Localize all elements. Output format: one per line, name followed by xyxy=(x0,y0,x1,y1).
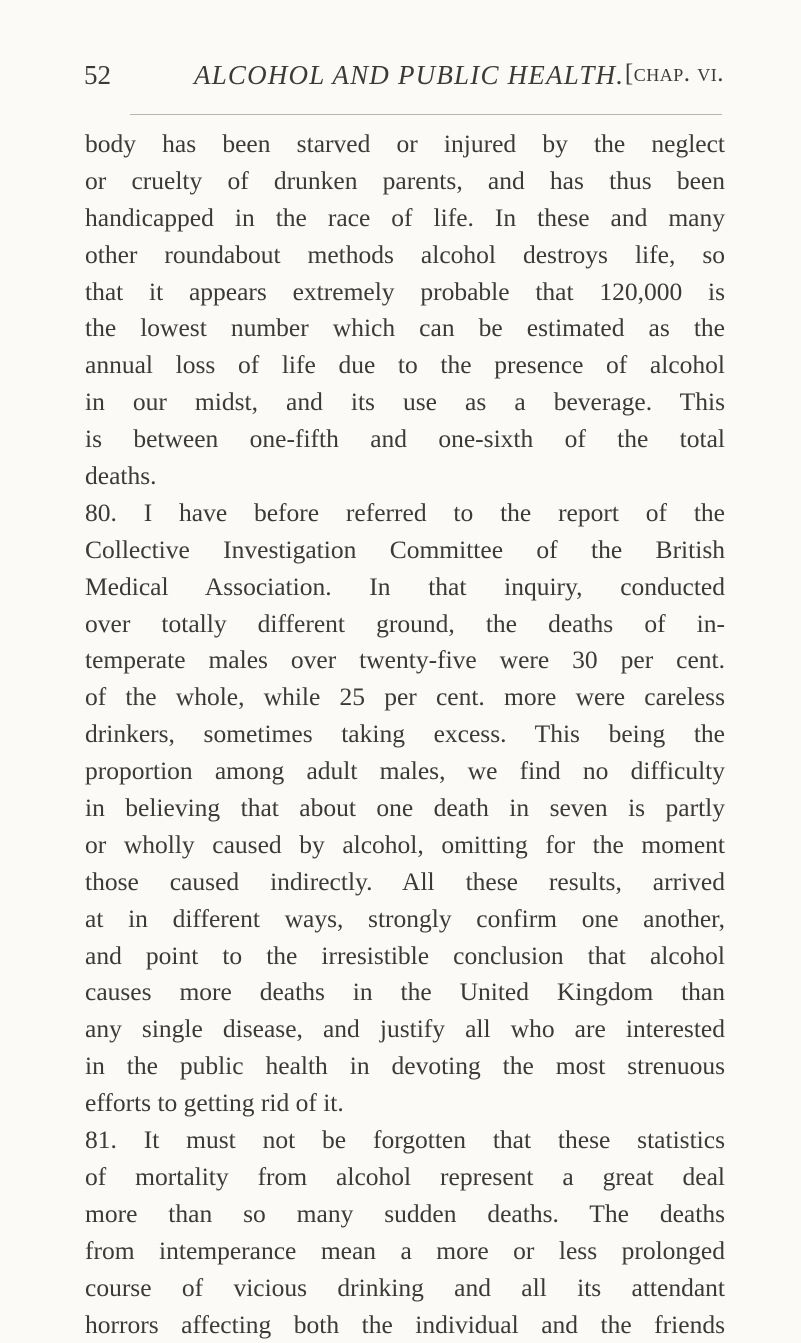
page-number: 52 xyxy=(84,60,111,91)
text-line: proportion among adult males, we find no difficulty xyxy=(85,753,725,790)
text-line: horrors affecting both the individual and the friends xyxy=(85,1307,725,1343)
running-title: ALCOHOL AND PUBLIC HEALTH. xyxy=(194,60,624,91)
text-line: body has been starved or injured by the neglect xyxy=(85,126,725,163)
text-line: in our midst, and its use as a beverage. This xyxy=(85,384,725,421)
text-line: is between one-fifth and one-sixth of the total xyxy=(85,421,725,458)
text-line: other roundabout methods alcohol destroys life, so xyxy=(85,237,725,274)
text-line: in believing that about one death in seven is partly xyxy=(85,790,725,827)
text-line: course of vicious drinking and all its attendant xyxy=(85,1270,725,1307)
header-rule xyxy=(130,114,722,115)
paragraph-end-line: deaths. xyxy=(85,458,725,495)
page-header xyxy=(84,58,724,98)
text-line: in the public health in devoting the most strenuous xyxy=(85,1048,725,1085)
text-line: temperate males over twenty-five were 30 per cent. xyxy=(85,642,725,679)
paragraph-81-start: 81. It must not be forgotten that these statistics xyxy=(85,1122,725,1159)
text-line: over totally different ground, the deaths of in- xyxy=(85,606,725,643)
text-line: annual loss of life due to the presence of alcohol xyxy=(85,347,725,384)
text-line: Medical Association. In that inquiry, conducted xyxy=(85,569,725,606)
text-line: handicapped in the race of life. In these and many xyxy=(85,200,725,237)
text-line: and point to the irresistible conclusion that alcohol xyxy=(85,938,725,975)
text-line: Collective Investigation Committee of the British xyxy=(85,532,725,569)
paragraph-end-line: efforts to getting rid of it. xyxy=(85,1085,725,1122)
text-line: more than so many sudden deaths. The deaths xyxy=(85,1196,725,1233)
text-line: at in different ways, strongly confirm one another, xyxy=(85,901,725,938)
body-text xyxy=(85,126,725,1343)
chapter-reference: [chap. vi. xyxy=(625,60,724,88)
paragraph-80-start: 80. I have before referred to the report of the xyxy=(85,495,725,532)
text-line: from intemperance mean a more or less prolonged xyxy=(85,1233,725,1270)
text-line: those caused indirectly. All these results, arrived xyxy=(85,864,725,901)
text-line: of the whole, while 25 per cent. more were careless xyxy=(85,679,725,716)
text-line: or wholly caused by alcohol, omitting for the moment xyxy=(85,827,725,864)
text-line: drinkers, sometimes taking excess. This being the xyxy=(85,716,725,753)
text-line: the lowest number which can be estimated as the xyxy=(85,310,725,347)
text-line: that it appears extremely probable that 120,000 is xyxy=(85,274,725,311)
text-line: or cruelty of drunken parents, and has thus been xyxy=(85,163,725,200)
text-line: causes more deaths in the United Kingdom than xyxy=(85,974,725,1011)
text-line: any single disease, and justify all who are interested xyxy=(85,1011,725,1048)
text-line: of mortality from alcohol represent a great deal xyxy=(85,1159,725,1196)
